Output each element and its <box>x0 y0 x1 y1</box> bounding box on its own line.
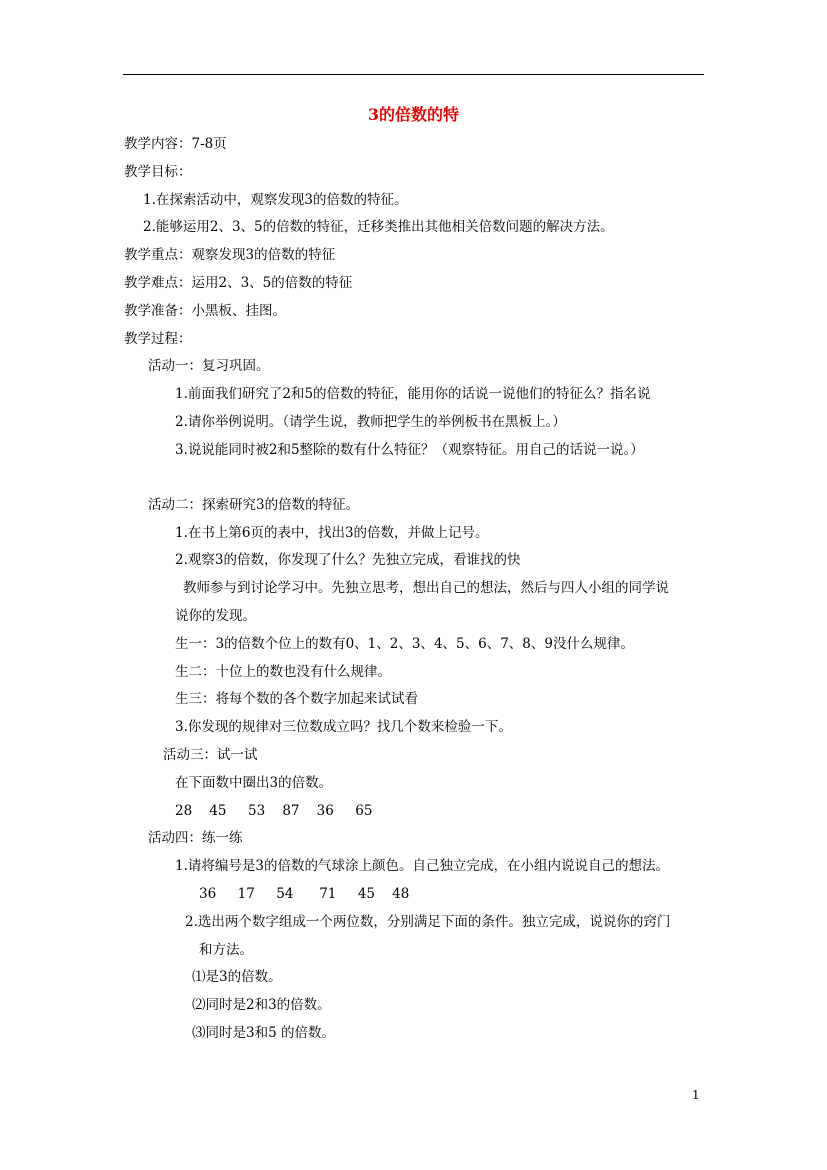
text-line: 3.你发现的规律对三位数成立吗？找几个数来检验一下。 <box>175 719 512 735</box>
text-line: 教学重点：观察发现3的倍数的特征 <box>124 247 336 263</box>
text-line: 教学内容：7-8页 <box>124 136 227 152</box>
page-number: 1 <box>692 1088 700 1102</box>
text-line: ⑴是3的倍数。 <box>192 969 282 985</box>
text-line: 3.说说能同时被2和5整除的数有什么特征？（观察特征。用自己的话说一说。） <box>175 442 644 458</box>
text-line: 教学过程： <box>124 331 192 347</box>
text-line: 1.前面我们研究了2和5的倍数的特征，能用你的话说一说他们的特征么？指名说 <box>175 386 651 402</box>
text-line: 2.观察3的倍数，你发现了什么？先独立完成，看谁找的快 <box>175 552 521 568</box>
text-line: 生二：十位上的数也没有什么规律。 <box>175 664 391 680</box>
text-line: 活动四：练一练 <box>148 830 243 846</box>
text-line: 教学难点：运用2、3、5的倍数的特征 <box>124 275 353 291</box>
number-row: 28 45 53 87 36 65 <box>175 803 373 819</box>
text-line: 1.在探索活动中，观察发现3的倍数的特征。 <box>143 192 408 208</box>
text-line: 1.请将编号是3的倍数的气球涂上颜色。自己独立完成，在小组内说说自己的想法。 <box>175 858 669 874</box>
text-line: 生一：3的倍数个位上的数有0、1、2、3、4、5、6、7、8、9没什么规律。 <box>175 636 634 652</box>
text-line: 教学目标： <box>124 164 192 180</box>
text-line: 活动三：试一试 <box>163 747 258 763</box>
text-line: 教师参与到讨论学习中。先独立思考，想出自己的想法，然后与四人小组的同学说 <box>183 580 669 596</box>
text-line: 教学准备：小黑板、挂图。 <box>124 303 286 319</box>
text-line: 和方法。 <box>199 942 253 958</box>
text-line: 说你的发现。 <box>175 608 256 624</box>
text-line: 生三：将每个数的各个数字加起来试试看 <box>175 691 418 707</box>
number-row: 36 17 54 71 45 48 <box>199 886 410 902</box>
text-line: ⑵同时是2和3的倍数。 <box>192 997 331 1013</box>
page-title: 3的倍数的特 <box>367 105 460 124</box>
text-line: 在下面数中圈出3的倍数。 <box>175 775 333 791</box>
text-line: 活动二：探索研究3的倍数的特征。 <box>148 497 360 513</box>
text-line: 2.能够运用2、3、5的倍数的特征，迁移类推出其他相关倍数问题的解决方法。 <box>143 219 614 235</box>
text-line: 2.请你举例说明。（请学生说，教师把学生的举例板书在黑板上。） <box>175 414 566 430</box>
text-line: 2.选出两个数字组成一个两位数，分别满足下面的条件。独立完成，说说你的窍门 <box>185 914 671 930</box>
text-line: 1.在书上第6页的表中，找出3的倍数，并做上记号。 <box>175 525 489 541</box>
text-line: 活动一：复习巩固。 <box>148 358 270 374</box>
text-line: ⑶同时是3和5 的倍数。 <box>192 1025 335 1041</box>
header-rule <box>123 74 704 75</box>
